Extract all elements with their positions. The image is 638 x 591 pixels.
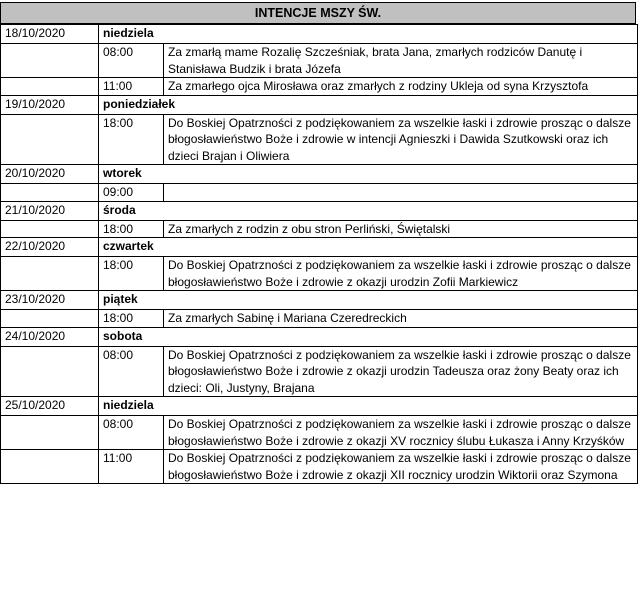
mass-row — [1, 184, 638, 202]
empty-date-cell — [1, 44, 99, 78]
mass-intention — [164, 184, 638, 202]
mass-row — [1, 346, 638, 397]
mass-row — [1, 44, 638, 78]
day-name: sobota — [99, 327, 638, 346]
mass-time: 18:00 — [99, 114, 164, 165]
day-name: czwartek — [99, 238, 638, 257]
day-name: środa — [99, 201, 638, 220]
day-header-row — [1, 165, 638, 184]
day-date: 25/10/2020 — [1, 397, 99, 416]
day-date: 22/10/2020 — [1, 238, 99, 257]
mass-row — [1, 257, 638, 291]
day-header-row — [1, 327, 638, 346]
mass-time: 09:00 — [99, 184, 164, 202]
mass-intention: Do Boskiej Opatrzności z podziękowaniem za wszelkie łaski i zdrowie prosząc o dalsze błogosławieństwo Boże i zdrowie z okazji XII rocznicy urodzin Wiktorii oraz Szymona — [164, 450, 638, 484]
empty-date-cell — [1, 220, 99, 238]
day-header-row — [1, 291, 638, 310]
empty-date-cell — [1, 184, 99, 202]
day-header-row — [1, 25, 638, 44]
day-name: wtorek — [99, 165, 638, 184]
mass-time: 08:00 — [99, 44, 164, 78]
empty-date-cell — [1, 416, 99, 450]
mass-time: 18:00 — [99, 220, 164, 238]
mass-intention: Do Boskiej Opatrzności z podziękowaniem za wszelkie łaski i zdrowie prosząc o dalsze błogosławieństwo Boże i zdrowie w intencji Agnieszki i Dawida Szutkowski oraz ich dzieci Brajan i Oliwiera — [164, 114, 638, 165]
day-header-row — [1, 238, 638, 257]
empty-date-cell — [1, 346, 99, 397]
day-date: 18/10/2020 — [1, 25, 99, 44]
day-header-row — [1, 201, 638, 220]
day-header-row — [1, 95, 638, 114]
mass-time: 08:00 — [99, 346, 164, 397]
day-name: poniedziałek — [99, 95, 638, 114]
mass-intention: Za zmarłych z rodzin z obu stron Perliński, Świętalski — [164, 220, 638, 238]
mass-row — [1, 450, 638, 484]
mass-row — [1, 78, 638, 96]
day-date: 20/10/2020 — [1, 165, 99, 184]
mass-intention: Do Boskiej Opatrzności z podziękowaniem za wszelkie łaski i zdrowie prosząc o dalsze błogosławieństwo Boże i zdrowie z okazji XV rocznicy ślubu Łukasza i Anny Krzyśków — [164, 416, 638, 450]
empty-date-cell — [1, 78, 99, 96]
mass-time: 18:00 — [99, 310, 164, 328]
empty-date-cell — [1, 257, 99, 291]
mass-intention: Do Boskiej Opatrzności z podziękowaniem za wszelkie łaski i zdrowie prosząc o dalsze błogosławieństwo Boże i zdrowie z okazji urodzin Tadeusza oraz żony Beaty oraz ich dzieci: Oli, Justyny, Brajana — [164, 346, 638, 397]
intentions-table-body — [1, 25, 638, 484]
empty-date-cell — [1, 450, 99, 484]
day-name: piątek — [99, 291, 638, 310]
empty-date-cell — [1, 114, 99, 165]
mass-time: 11:00 — [99, 450, 164, 484]
day-date: 19/10/2020 — [1, 95, 99, 114]
day-name: niedziela — [99, 397, 638, 416]
mass-intention: Za zmarłą mame Rozalię Szcześniak, brata Jana, zmarłych rodziców Danutę i Stanisława Budzik i brata Józefa — [164, 44, 638, 78]
mass-row — [1, 220, 638, 238]
day-date: 21/10/2020 — [1, 201, 99, 220]
day-date: 24/10/2020 — [1, 327, 99, 346]
mass-intention: Do Boskiej Opatrzności z podziękowaniem za wszelkie łaski i zdrowie prosząc o dalsze błogosławieństwo Boże i zdrowie z okazji urodzin Zofii Markiewicz — [164, 257, 638, 291]
mass-time: 11:00 — [99, 78, 164, 96]
day-name: niedziela — [99, 25, 638, 44]
mass-row — [1, 310, 638, 328]
intentions-table — [0, 24, 638, 484]
mass-intention: Za zmarłego ojca Mirosława oraz zmarłych z rodziny Ukleja od syna Krzysztofa — [164, 78, 638, 96]
mass-row — [1, 416, 638, 450]
day-header-row — [1, 397, 638, 416]
sheet-title: INTENCJE MSZY ŚW. — [0, 2, 636, 24]
empty-date-cell — [1, 310, 99, 328]
mass-time: 18:00 — [99, 257, 164, 291]
mass-intention: Za zmarłych Sabinę i Mariana Czeredreckich — [164, 310, 638, 328]
day-date: 23/10/2020 — [1, 291, 99, 310]
mass-time: 08:00 — [99, 416, 164, 450]
mass-row — [1, 114, 638, 165]
